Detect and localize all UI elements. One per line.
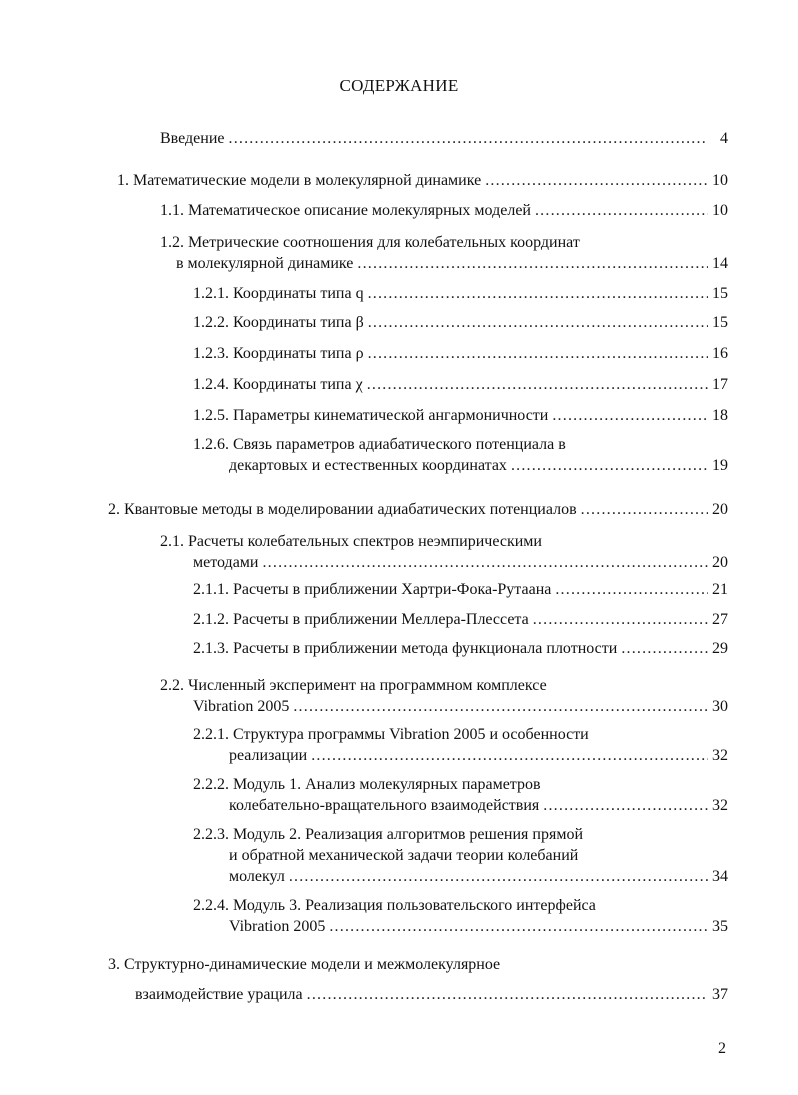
toc-entry-title: взаимодействие урацила [135,986,303,1003]
toc-entry-section-2-2-1-line1: 2.2.1. Структура программы Vibration 2005 и особенности [193,726,589,743]
toc-page-number: 15 [712,285,728,302]
toc-entry-section-1-2-4 [193,375,728,395]
page-title: СОДЕРЖАНИЕ [339,76,459,95]
toc-entry-section-2-1-2 [193,610,728,630]
dot-leader [533,610,708,630]
dot-leader [307,985,708,1005]
toc-page-number: 35 [712,918,728,935]
toc-entry-title: реализации [229,747,308,764]
toc-entry-title: молекул [229,868,285,885]
dot-leader [357,254,708,274]
toc-entry-section-1-2-2 [193,313,728,333]
toc-entry-title: методами [193,554,259,571]
dot-leader [368,284,708,304]
dot-leader [311,746,708,766]
toc-entry-section-2-1-3 [193,639,728,659]
toc-page-number: 4 [720,130,728,147]
toc-entry-section-2-2-line1: 2.2. Численный эксперимент на программном комплексе [160,677,547,694]
toc-entry-section-2-2-3-line2: и обратной механической задачи теории колебаний [229,847,579,864]
dot-leader [535,201,708,221]
toc-entry-section-2-2-3-line1: 2.2.3. Модуль 2. Реализация алгоритмов решения прямой [193,826,584,843]
toc-entry-title: Vibration 2005 [229,918,326,935]
toc-page-number: 16 [712,345,728,362]
dot-leader [485,171,708,191]
toc-entry-chapter-1 [117,171,728,191]
dot-leader [581,500,708,520]
toc-entry-section-2-2-2-line1: 2.2.2. Модуль 1. Анализ молекулярных параметров [193,776,541,793]
dot-leader [368,344,708,364]
toc-entry-section-1-2-1 [193,284,728,304]
dot-leader [293,697,708,717]
toc-page-number: 20 [712,554,728,571]
dot-leader [621,639,708,659]
toc-entry-introduction [160,129,728,149]
toc-entry-title: в молекулярной динамике [176,255,354,272]
toc-entry-chapter-3-line1: 3. Структурно-динамические модели и межмолекулярное [108,956,501,973]
dot-leader [229,129,709,149]
toc-entry-section-1-1 [160,201,728,221]
dot-leader [555,580,708,600]
toc-page-number: 34 [712,868,728,885]
toc-entry-title: Введение [160,130,225,147]
toc-entry-title: 1. Математические модели в молекулярной динамике [117,172,482,189]
toc-entry-title: 1.2.1. Координаты типа q [193,285,364,302]
toc-page-number: 15 [712,314,728,331]
toc-page-number: 17 [712,376,728,393]
toc-entry-title: 2.1.2. Расчеты в приближении Меллера-Плессета [193,611,529,628]
toc-entry-section-1-2-6 [229,456,728,476]
toc-entry-section-2-2-4 [229,917,728,937]
toc-entry-section-2-2-4-line1: 2.2.4. Модуль 3. Реализация пользовательского интерфейса [193,897,596,914]
toc-entry-title: 1.2.3. Координаты типа ρ [193,345,364,362]
toc-entry-title: 2.1.1. Расчеты в приближении Хартри-Фока-Рутаана [193,581,552,598]
toc-entry-section-1-2-6-line1: 1.2.6. Связь параметров адиабатического потенциала в [193,436,566,453]
dot-leader [367,375,708,395]
toc-page-number: 21 [712,581,728,598]
toc-page-number: 27 [712,611,728,628]
toc-page-number: 19 [712,457,728,474]
toc-entry-title: Vibration 2005 [193,698,290,715]
toc-entry-chapter-3 [135,985,728,1005]
toc-entry-title: колебательно-вращательного взаимодействия [229,797,540,814]
toc-page-number: 32 [712,747,728,764]
toc-entry-section-1-2 [176,254,728,274]
toc-entry-section-2-1-line1: 2.1. Расчеты колебательных спектров неэмпирическими [160,533,542,550]
dot-leader [289,867,708,887]
toc-entry-section-2-2-1 [229,746,728,766]
dot-leader [511,456,708,476]
toc-page-number: 14 [712,255,728,272]
toc-page-number: 10 [712,202,728,219]
page-number: 2 [718,1040,726,1057]
dot-leader [543,796,708,816]
toc-entry-chapter-2 [108,500,728,520]
dot-leader [552,406,708,426]
toc-entry-title: 2.1.3. Расчеты в приближении метода функционала плотности [193,640,618,657]
toc-entry-title: 1.2.2. Координаты типа β [193,314,364,331]
toc-entry-section-1-2-line1: 1.2. Метрические соотношения для колебательных координат [160,234,580,251]
toc-page-number: 10 [712,172,728,189]
toc-page-number: 32 [712,797,728,814]
toc-entry-title: 2. Квантовые методы в моделировании адиабатических потенциалов [108,501,577,518]
toc-entry-section-2-2 [193,697,728,717]
toc-page-number: 18 [712,407,728,424]
toc-entry-section-1-2-5 [193,406,728,426]
dot-leader [368,313,708,333]
dot-leader [262,553,708,573]
toc-entry-title: 1.2.5. Параметры кинематической ангармоничности [193,407,549,424]
toc-entry-section-1-2-3 [193,344,728,364]
dot-leader [329,917,708,937]
toc-entry-title: 1.1. Математическое описание молекулярных моделей [160,202,531,219]
toc-entry-title: декартовых и естественных координатах [229,457,507,474]
toc-entry-section-2-1 [193,553,728,573]
toc-entry-title: 1.2.4. Координаты типа χ [193,376,363,393]
toc-page-number: 37 [712,986,728,1003]
toc-entry-section-2-2-3 [229,867,728,887]
toc-entry-section-2-1-1 [193,580,728,600]
toc-page-number: 29 [712,640,728,657]
toc-page-number: 20 [712,501,728,518]
toc-page-number: 30 [712,698,728,715]
toc-entry-section-2-2-2 [229,796,728,816]
